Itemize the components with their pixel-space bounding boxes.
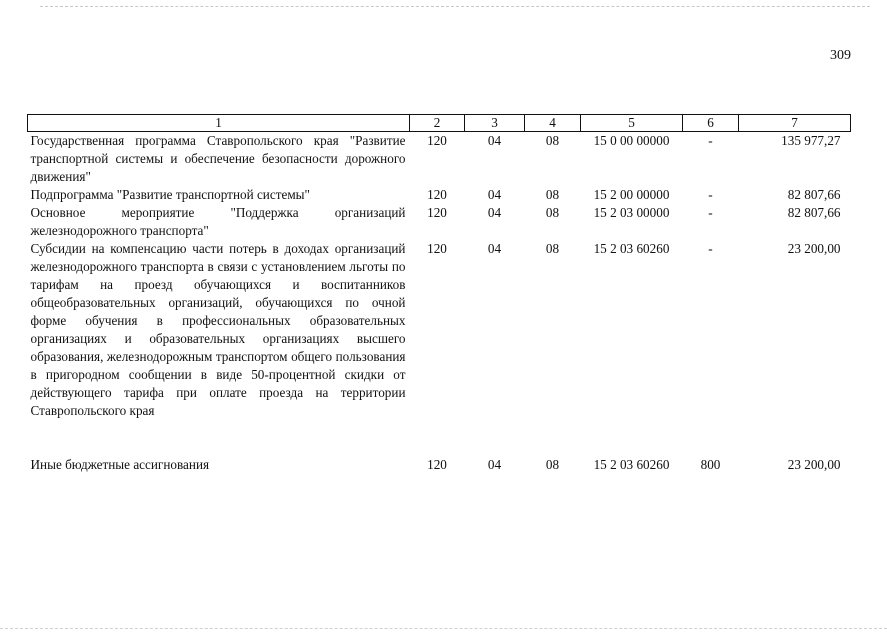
row-col-4: 08	[545, 205, 560, 220]
scan-artifact-top	[40, 6, 870, 7]
scan-artifact-bottom	[0, 628, 887, 629]
table-header	[28, 115, 851, 132]
row-col-3: 04	[487, 187, 502, 202]
row-col-6: -	[708, 133, 713, 148]
table-row	[28, 204, 851, 240]
row-col-3: 04	[487, 457, 502, 472]
row-name: Основное мероприятие "Поддержка организаций железнодорожного транспорта"	[30, 205, 406, 238]
table-row	[28, 132, 851, 187]
table-body	[28, 132, 851, 475]
row-col-2: 120	[427, 457, 447, 472]
row-name: Подпрограмма "Развитие транспортной системы"	[30, 187, 310, 202]
header-col-7: 7	[739, 115, 851, 132]
row-name: Субсидии на компенсацию части потерь в доходах организаций железнодорожного транспорта в связи с установлением льготы по тарифам на проезд обучающихся и воспитанников общеобразовательных организаций, обучающихся по очной форме обучения в профессиональных образовательных организациях и образовательных организациях высшего образования, железнодорожным транспортом общего пользования в пригородном сообщении в виде 50-процентной скидки от действующего тарифа при оплате проезда на территории Ставропольского края	[30, 241, 406, 418]
row-name: Государственная программа Ставропольского края "Развитие транспортной системы и обеспечение безопасности дорожного движения"	[30, 133, 406, 184]
row-col-3: 04	[487, 205, 502, 220]
table-row	[28, 186, 851, 204]
page-number: 309	[830, 48, 851, 63]
table-row	[28, 240, 851, 456]
header-row	[28, 115, 851, 132]
row-col-6: 800	[700, 457, 721, 472]
row-col-5: 15 2 03 60260	[593, 457, 670, 472]
row-col-7: 135 977,27	[781, 133, 841, 148]
row-col-2: 120	[427, 241, 447, 256]
row-col-6: -	[708, 205, 713, 220]
row-col-3: 04	[487, 133, 502, 148]
header-col-2: 2	[410, 115, 465, 132]
row-col-2: 120	[427, 187, 447, 202]
header-col-6: 6	[683, 115, 739, 132]
row-name: Иные бюджетные ассигнования	[30, 457, 210, 472]
row-col-4: 08	[545, 133, 560, 148]
row-col-5: 15 2 03 60260	[593, 241, 670, 256]
row-col-7: 82 807,66	[787, 205, 841, 220]
row-col-4: 08	[545, 187, 560, 202]
row-col-2: 120	[427, 205, 447, 220]
row-col-5: 15 2 00 00000	[593, 187, 670, 202]
budget-table	[27, 114, 851, 474]
row-col-7: 23 200,00	[787, 241, 841, 256]
row-col-4: 08	[545, 457, 560, 472]
header-col-3: 3	[465, 115, 525, 132]
row-col-5: 15 2 03 00000	[593, 205, 670, 220]
table-row	[28, 456, 851, 474]
row-col-6: -	[708, 241, 713, 256]
header-col-1: 1	[28, 115, 410, 132]
header-col-5: 5	[581, 115, 683, 132]
row-col-7: 23 200,00	[787, 457, 841, 472]
row-col-3: 04	[487, 241, 502, 256]
row-col-2: 120	[427, 133, 447, 148]
header-col-4: 4	[525, 115, 581, 132]
row-col-4: 08	[545, 241, 560, 256]
row-col-6: -	[708, 187, 713, 202]
row-col-7: 82 807,66	[787, 187, 841, 202]
row-col-5: 15 0 00 00000	[593, 133, 670, 148]
